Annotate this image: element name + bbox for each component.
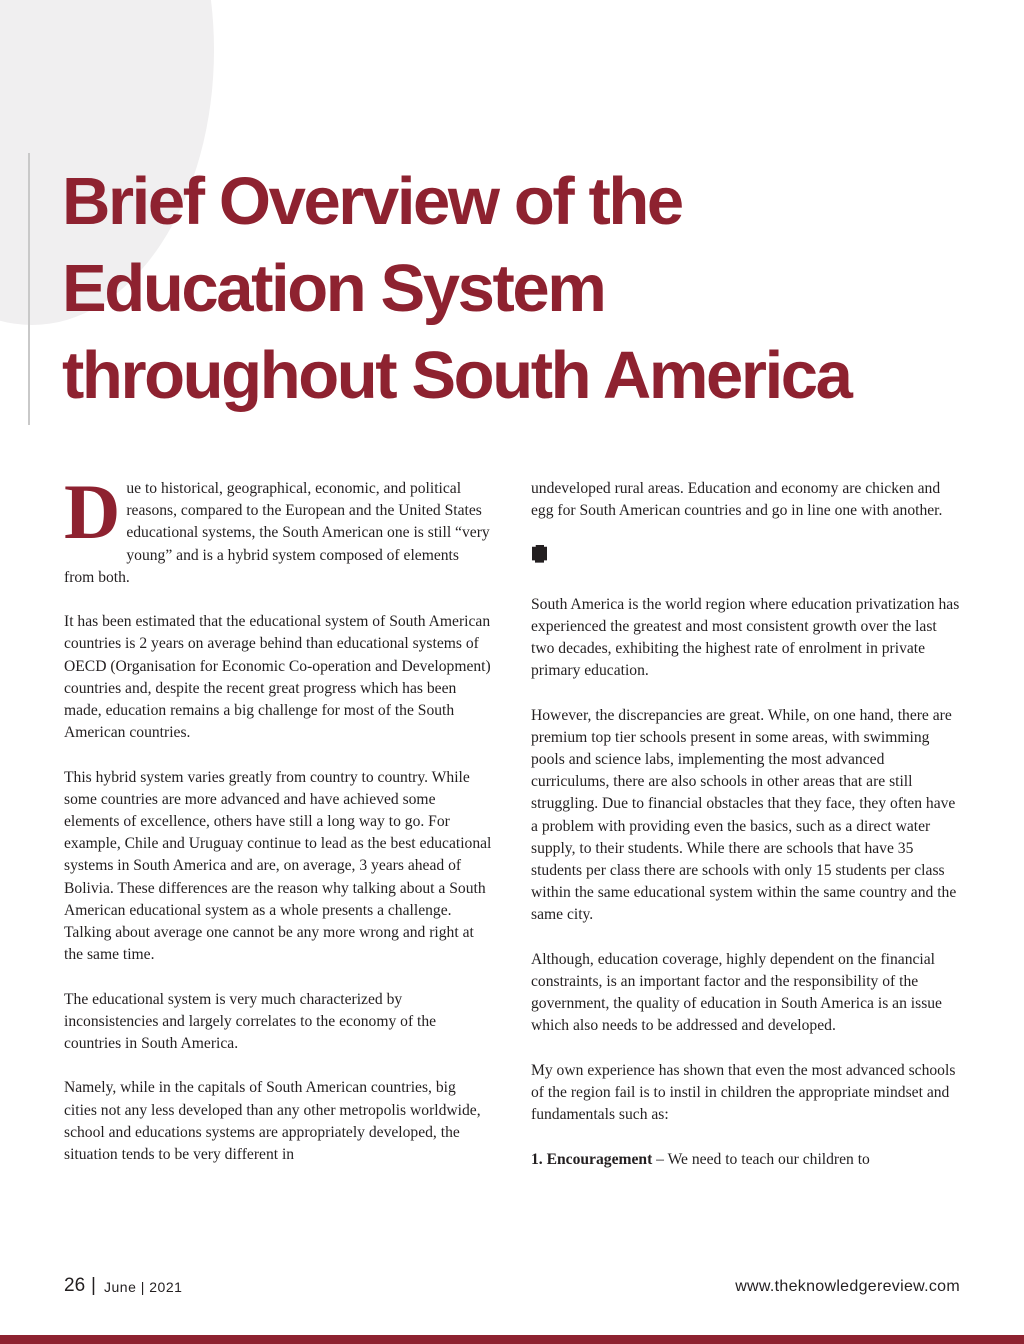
paragraph: Although, education coverage, highly dependent on the financial constraints, is an important factor and the responsibility of the government, the quality of education in South America is an issue which also needs to be addressed and developed.	[531, 950, 942, 1035]
paragraph: Namely, while in the capitals of South American countries, big cities not any less developed than any other metropolis worldwide, school and educations systems are appropriately developed, the situation tends to be very different in	[64, 1079, 481, 1164]
list-item-label: 1. Encouragement	[531, 1150, 653, 1168]
left-column	[64, 468, 492, 1188]
paragraph: My own experience has shown that even the most advanced schools of the region fail is to instil in children the appropriate mindset and fundamentals such as:	[531, 1061, 956, 1124]
title-line-3: throughout South America	[62, 338, 851, 413]
paragraph: However, the discrepancies are great. While, on one hand, there are premium top tier schools present in some areas, with swimming pools and science labs, implementing the most advanced curriculums, there are also schools in other areas that are still struggling. Due to financial obstacles that they face, they often have a problem with providing even the basics, such as a direct water supply, to their students. While there are schools that have 35 students per class there are schools with only 15 students per class within the same educational system within the same country and the same city.	[531, 706, 957, 924]
list-item	[531, 1149, 963, 1171]
paragraph: This hybrid system varies greatly from country to country. While some countries are more advanced and have achieved some elements of excellence, others have still a long way to go. For example, Chile and Uruguay continue to lead as the best educational systems in South America and are, on average, 3 years ahead of Bolivia. These differences are the reason why talking about a South American educational system as a whole presents a challenge. Talking about average one cannot be any more wrong and right at the same time.	[64, 768, 492, 964]
paragraph: undeveloped rural areas. Education and economy are chicken and egg for South American countries and go in line one with another.	[531, 480, 943, 520]
paragraph: South America is the world region where education privatization has experienced the greatest and most consistent growth over the last two decades, exhibiting the highest rate of enrolment in private primary education.	[531, 595, 960, 680]
paragraph-text: ue to historical, geographical, economic, and political reasons, compared to the European and the United States educational systems, the South American one is still “very young” and is a hybrid system composed of elements from both.	[64, 480, 490, 586]
bottom-accent-bar	[0, 1335, 1024, 1344]
glyph-placeholder-icon	[532, 545, 547, 563]
drop-cap: D	[64, 468, 121, 555]
paragraph: The educational system is very much characterized by inconsistencies and largely correlates to the economy of the countries in South America.	[64, 990, 437, 1053]
title-line-1: Brief Overview of the	[62, 164, 682, 239]
issue-date: June | 2021	[104, 1279, 183, 1295]
right-column	[531, 478, 963, 1193]
page-number: 26	[64, 1275, 86, 1296]
list-item-text: – We need to teach our children to	[652, 1150, 870, 1168]
footer-separator: |	[91, 1275, 96, 1296]
website-url: www.theknowledgereview.com	[735, 1278, 960, 1295]
page-footer	[64, 1275, 960, 1301]
paragraph	[64, 468, 492, 589]
paragraph: It has been estimated that the educational system of South American countries is 2 years on average behind than educational systems of OECD (Organisation for Economic Co-operation and Development) countries and, despite the recent great progress which has been made, education remains a big challenge for most of the South American countries.	[64, 613, 491, 742]
title-vertical-rule	[28, 153, 30, 425]
title-line-2: Education System	[62, 251, 605, 326]
article-title	[62, 158, 1012, 419]
